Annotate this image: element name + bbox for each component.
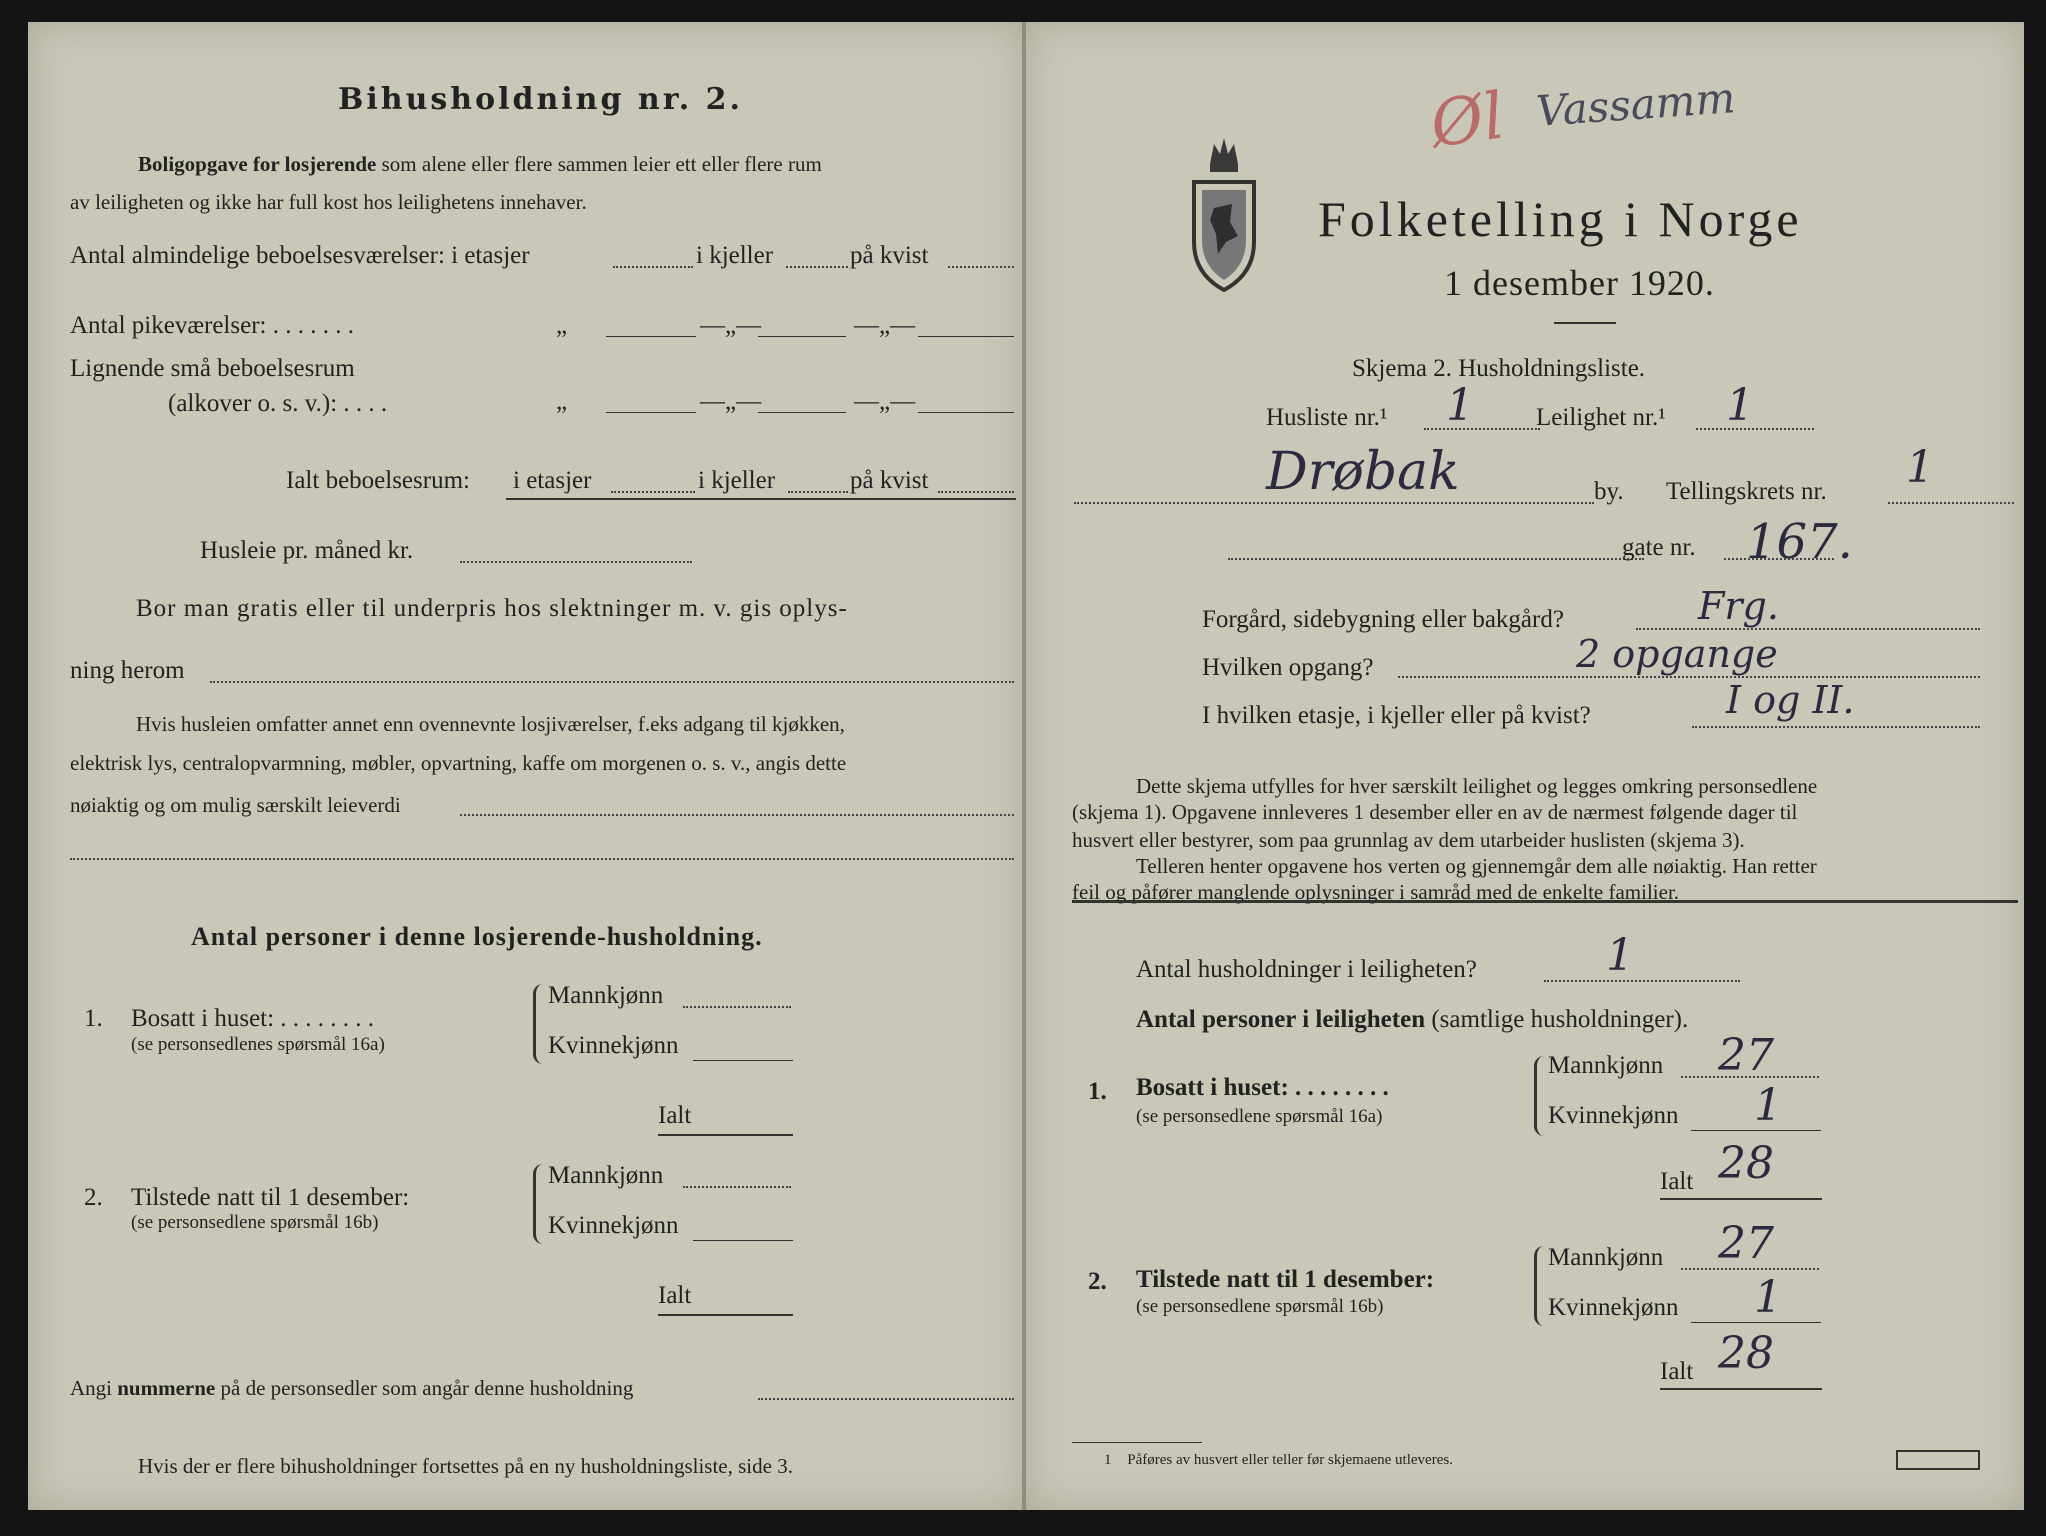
q1-female-right: Kvinnekjønn — [1548, 1102, 1679, 1129]
by-label: by. — [1594, 478, 1624, 505]
norway-coat-of-arms-icon — [1188, 124, 1260, 294]
right-page — [1026, 22, 2024, 1510]
q2-sub-left: (se personsedlene spørsmål 16b) — [131, 1212, 379, 1233]
maid-ditto: „ — [556, 312, 568, 339]
intro-bold: Boligopgave for losjerende — [138, 152, 377, 176]
total-rooms-label: Ialt beboelsesrum: — [286, 467, 470, 494]
persons-heading-rest: (samtlige husholdninger). — [1431, 1006, 1689, 1033]
forgard-label: Forgård, sidebygning eller bakgård? — [1202, 606, 1564, 633]
intro-rest: som alene eller flere sammen leier ett eller flere rum — [381, 152, 822, 176]
instruction-1-line-3: husvert eller bestyrer, som paa grunnlag av dem utarbeider huslisten (skjema 3). — [1072, 828, 1745, 852]
printer-stamp — [1896, 1450, 1980, 1470]
footnote-mark: 1 — [1104, 1452, 1112, 1468]
q2-sub-right: (se personsedlene spørsmål 16b) — [1136, 1296, 1384, 1317]
households-value: 1 — [1606, 930, 1634, 981]
husliste-value: 1 — [1446, 380, 1474, 431]
maid-ditto-3: —„— — [854, 312, 916, 339]
numbers-label-b: nummerne — [117, 1376, 216, 1400]
rooms-cellar: i kjeller — [696, 242, 774, 269]
q1-num-left: 1. — [84, 1005, 103, 1032]
q1-male-right: Mannkjønn — [1548, 1052, 1664, 1079]
small-ditto-2: —„— — [700, 388, 762, 415]
q2-female-left: Kvinnekjønn — [548, 1212, 679, 1239]
persons-heading-left: Antal personer i denne losjerende-husholdning. — [191, 922, 763, 951]
persons-heading-bold: Antal personer i leiligheten — [1136, 1006, 1426, 1033]
q2-female-right: Kvinnekjønn — [1548, 1294, 1679, 1321]
q2-male-left: Mannkjønn — [548, 1162, 664, 1189]
small-rooms-label-2: (alkover o. s. v.): . . . . — [168, 390, 388, 417]
left-title: Bihusholdning nr. 2. — [338, 82, 743, 117]
q1-male-left: Mannkjønn — [548, 982, 664, 1009]
q1-total-right: Ialt — [1660, 1168, 1694, 1195]
husliste-label: Husliste nr.¹ — [1266, 404, 1388, 431]
tellingskrets-value: 1 — [1906, 442, 1934, 493]
maid-rooms-label: Antal pikeværelser: . . . . . . . — [70, 312, 354, 339]
q1-total-left: Ialt — [658, 1102, 692, 1129]
instruction-2-line-2: feil og påfører manglende oplysninger i samråd med de enkelte familier. — [1072, 880, 1680, 904]
small-ditto: „ — [556, 388, 568, 415]
rooms-label: Antal almindelige beboelsesværelser: i etasjer — [70, 242, 530, 269]
leilighet-value: 1 — [1726, 380, 1754, 431]
persons-heading-right — [1136, 1006, 1688, 1034]
left-footer: Hvis der er flere bihusholdninger fortsettes på en ny husholdningsliste, side 3. — [138, 1454, 793, 1478]
q2-label-left: Tilstede natt til 1 desember: — [131, 1184, 410, 1211]
rooms-attic: på kvist — [850, 242, 929, 269]
maid-ditto-2: —„— — [700, 312, 762, 339]
intro-line-1 — [138, 152, 822, 177]
instruction-2-line-1: Telleren henter opgavene hos verten og gjennemgår dem alle nøiaktig. Han retter — [1136, 854, 1817, 878]
free-line-1: Bor man gratis eller til underpris hos slektninger m. v. gis oplys- — [136, 595, 848, 622]
q1-num-right: 1. — [1088, 1078, 1107, 1105]
footnote-text: Påføres av husvert eller teller før skjemaene utleveres. — [1127, 1452, 1453, 1468]
gate-label: gate nr. — [1622, 534, 1696, 561]
instruction-1-line-1: Dette skjema utfylles for hver særskilt leilighet og legges omkring personsedlene — [1136, 774, 1818, 798]
q1-label-left: Bosatt i huset: . . . . . . . . — [131, 1005, 375, 1032]
q1-sub-left: (se personsedlenes spørsmål 16a) — [131, 1034, 385, 1055]
households-label: Antal husholdninger i leiligheten? — [1136, 956, 1477, 983]
intro-line-2: av leiligheten og ikke har full kost hos leilighetens innehaver. — [70, 190, 587, 214]
q2-num-left: 2. — [84, 1184, 103, 1211]
q1-total-value: 28 — [1718, 1138, 1774, 1189]
q2-total-right: Ialt — [1660, 1358, 1694, 1385]
q2-label-right: Tilstede natt til 1 desember: — [1136, 1266, 1435, 1293]
small-rooms-label-1: Lignende små beboelsesrum — [70, 355, 355, 382]
rent-note-3: nøiaktig og om mulig særskilt leieverdi — [70, 793, 401, 817]
instruction-1-line-2: (skjema 1). Opgavene innleveres 1 desember eller en av de nærmest følgende dager til — [1072, 800, 1798, 824]
opgang-value: 2 opgange — [1576, 632, 1778, 676]
gate-value: 167. — [1746, 514, 1853, 570]
free-line-2: ning herom — [70, 657, 185, 684]
right-title: Folketelling i Norge — [1318, 191, 1803, 247]
q2-female-value: 1 — [1754, 1272, 1782, 1323]
leilighet-label: Leilighet nr.¹ — [1536, 404, 1666, 431]
left-page — [28, 22, 1024, 1510]
census-date: 1 desember 1920. — [1444, 263, 1715, 303]
total-rooms-attic: på kvist — [850, 467, 929, 494]
city-value: Drøbak — [1266, 442, 1460, 502]
etasje-label: I hvilken etasje, i kjeller eller på kvist? — [1202, 702, 1591, 729]
rent-note-2: elektrisk lys, centralopvarmning, møbler, opvartning, kaffe om morgenen o. s. v., angis dette — [70, 751, 847, 775]
q2-total-value: 28 — [1718, 1328, 1774, 1379]
q2-total-left: Ialt — [658, 1282, 692, 1309]
opgang-label: Hvilken opgang? — [1202, 654, 1374, 681]
numbers-label — [70, 1376, 633, 1401]
etasje-value: I og II. — [1726, 678, 1855, 722]
footnote-right — [1104, 1452, 1453, 1469]
forgard-value: Frg. — [1698, 584, 1779, 628]
numbers-label-c: på de personsedler som angår denne husholdning — [220, 1376, 634, 1400]
small-ditto-3: —„— — [854, 388, 916, 415]
q1-label-right: Bosatt i huset: . . . . . . . . — [1136, 1074, 1389, 1101]
schema-label: Skjema 2. Husholdningsliste. — [1352, 355, 1646, 382]
numbers-label-a: Angi — [70, 1376, 112, 1400]
total-rooms-cellar: i kjeller — [698, 467, 776, 494]
total-rooms-floors: i etasjer — [513, 467, 592, 494]
q1-male-value: 27 — [1718, 1030, 1774, 1081]
rent-note-1: Hvis husleien omfatter annet enn ovennevnte losjiværelser, f.eks adgang til kjøkken, — [136, 712, 845, 736]
annot-red: Øl — [1426, 79, 1509, 163]
q2-male-value: 27 — [1718, 1218, 1774, 1269]
tellingskrets-label: Tellingskrets nr. — [1666, 478, 1827, 505]
q1-female-value: 1 — [1754, 1080, 1782, 1131]
q2-male-right: Mannkjønn — [1548, 1244, 1664, 1271]
q1-female-left: Kvinnekjønn — [548, 1032, 679, 1059]
q1-sub-right: (se personsedlene spørsmål 16a) — [1136, 1106, 1383, 1127]
rent-label: Husleie pr. måned kr. — [200, 537, 414, 564]
annot-top: Vassamm — [1534, 73, 1737, 136]
q2-num-right: 2. — [1088, 1268, 1107, 1295]
